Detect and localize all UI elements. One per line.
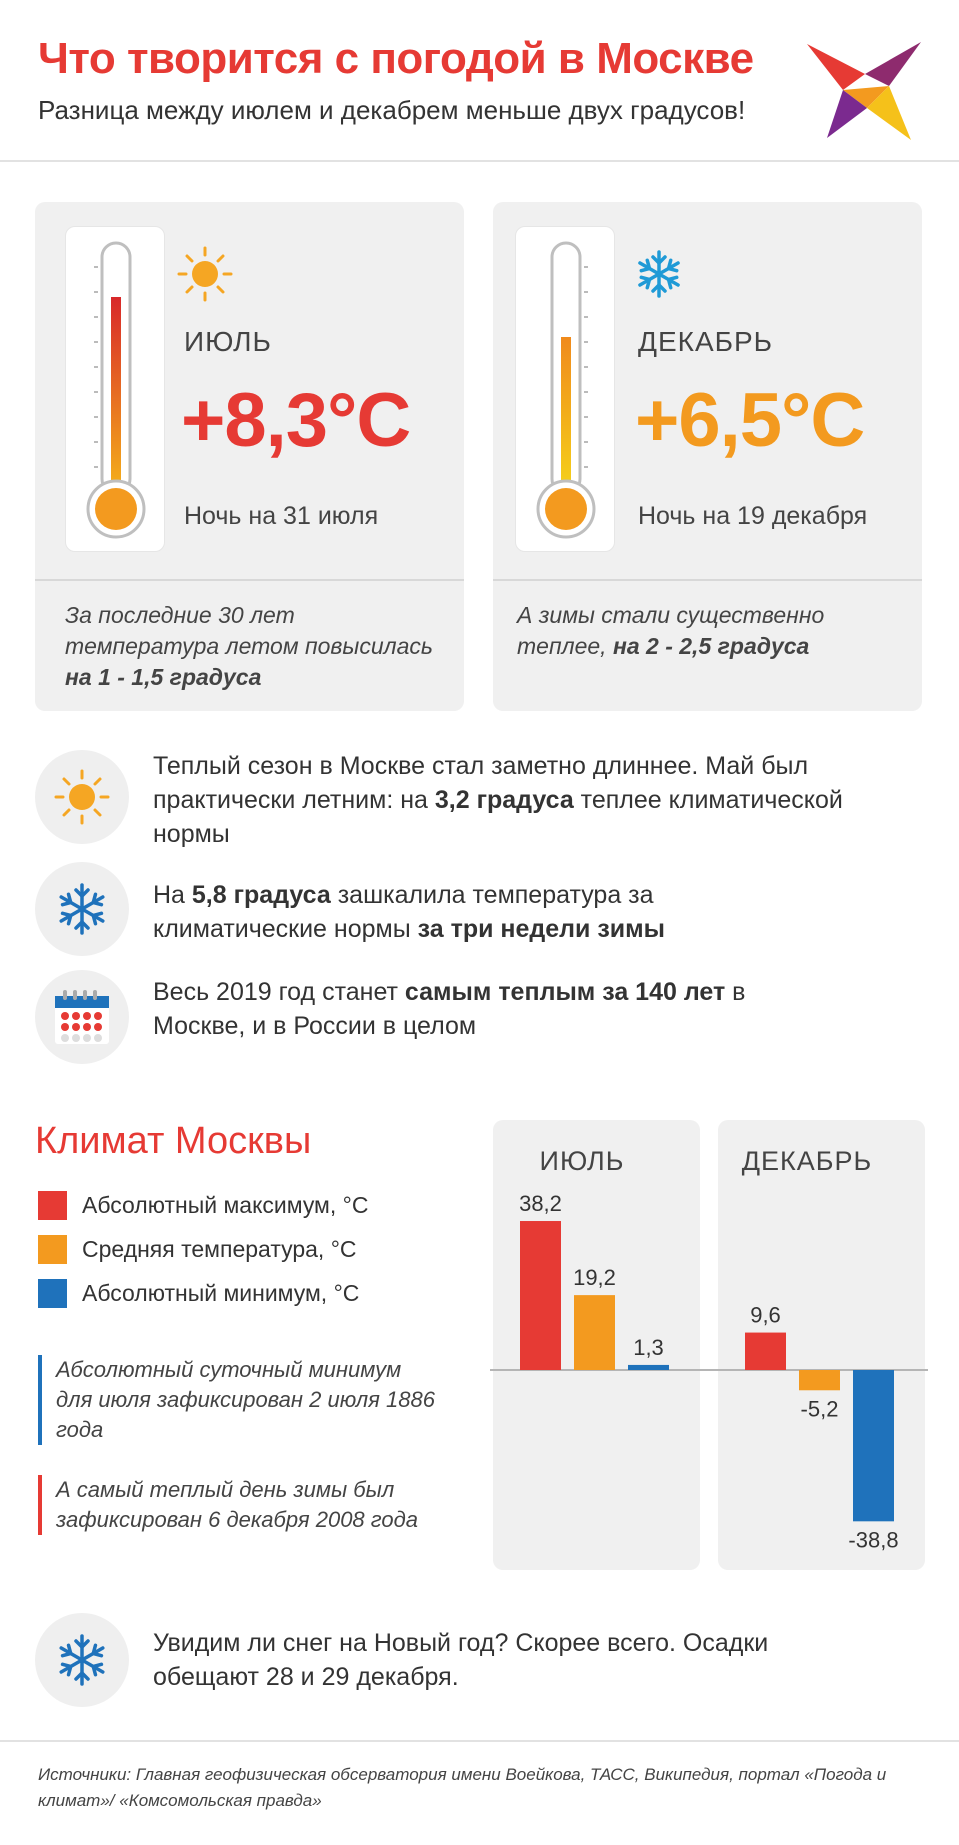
fact-icon-circle [35,970,129,1064]
legend-item-mean [38,1234,368,1264]
chart-value-label: 19,2 [573,1265,616,1291]
chart-category-label: ИЮЛЬ [539,1146,625,1176]
chart-value-label: -5,2 [800,1396,839,1422]
fact-winter-anomaly: На 5,8 градуса зашкалила температура за климатические нормы за три недели зимы [153,881,666,943]
calendar-icon [51,986,113,1048]
chart-value-label: 1,3 [633,1334,664,1360]
bird-logo-icon [803,36,923,142]
sources: Источники: Главная геофизическая обсерватория имени Воейкова, ТАСС, Википедия, портал «Погода и климат»/ «Комсомольская правда» [38,1765,887,1810]
page-subtitle: Разница между июлем и декабрем меньше двух градусов! [38,95,746,125]
page-title: Что творится с погодой в Москве [38,34,754,83]
temperature-value: +8,3°C [181,378,411,463]
snowflake-icon [54,881,110,937]
night-date: Ночь на 19 декабря [638,502,868,530]
header-divider [0,160,959,162]
month-label: ИЮЛЬ [184,326,272,357]
footer-divider [0,1740,959,1742]
card-july [35,202,464,711]
card-note: За последние 30 лет температура летом повысилась на 1 - 1,5 градуса [65,602,433,690]
legend-item-max [38,1190,368,1220]
temperature-value: +6,5°C [635,378,865,463]
fact-warm-season: Теплый сезон в Москве стал заметно длиннее. Май был практически летним: на 3,2 градуса теплее климатической нормы [153,752,843,848]
fact-icon-circle [35,1613,129,1707]
legend-label: Абсолютный максимум, °C [82,1191,369,1218]
climate-title: Климат Москвы [35,1120,312,1162]
climate-note-december: А самый теплый день зимы был зафиксирован 6 декабря 2008 года [38,1475,438,1535]
legend-label: Средняя температура, °C [82,1235,357,1262]
card-december [493,202,922,711]
chart-bar [574,1295,615,1370]
climate-bar-chart [480,1120,930,1580]
chart-value-label: -38,8 [848,1527,899,1553]
new-year-snow-note: Увидим ли снег на Новый год? Скорее всего. Осадки обещают 28 и 29 декабря. [153,1629,769,1691]
thermometer-july [65,226,165,552]
legend-swatch [38,1235,67,1264]
chart-bar [799,1370,840,1390]
chart-value-label: 38,2 [519,1191,562,1217]
snowflake-icon [54,1632,110,1688]
card-divider [35,579,464,581]
month-label: ДЕКАБРЬ [638,326,774,357]
fact-icon-circle [35,750,129,844]
card-divider [493,579,922,581]
chart-value-label: 9,6 [750,1302,781,1328]
legend [38,1190,368,1308]
chart-bar [628,1365,669,1370]
sun-icon [175,244,235,304]
legend-swatch [38,1191,67,1220]
legend-swatch [38,1279,67,1308]
fact-warmest-year: Весь 2019 год станет самым теплым за 140 лет в Москве, и в России в целом [153,978,746,1040]
thermometer-december [515,226,615,552]
chart-bar [520,1221,561,1370]
snowflake-icon [633,248,685,300]
card-note: А зимы стали существенно теплее, на 2 - 2,5 градуса [517,602,825,659]
fact-icon-circle [35,862,129,956]
legend-label: Абсолютный минимум, °C [82,1279,360,1306]
chart-bar [745,1333,786,1370]
chart-bar [853,1370,894,1521]
legend-item-min [38,1278,368,1308]
sun-icon [52,767,112,827]
climate-note-july: Абсолютный суточный минимум для июля зафиксирован 2 июля 1886 года [38,1355,438,1445]
night-date: Ночь на 31 июля [184,502,379,530]
chart-category-label: ДЕКАБРЬ [741,1146,873,1176]
